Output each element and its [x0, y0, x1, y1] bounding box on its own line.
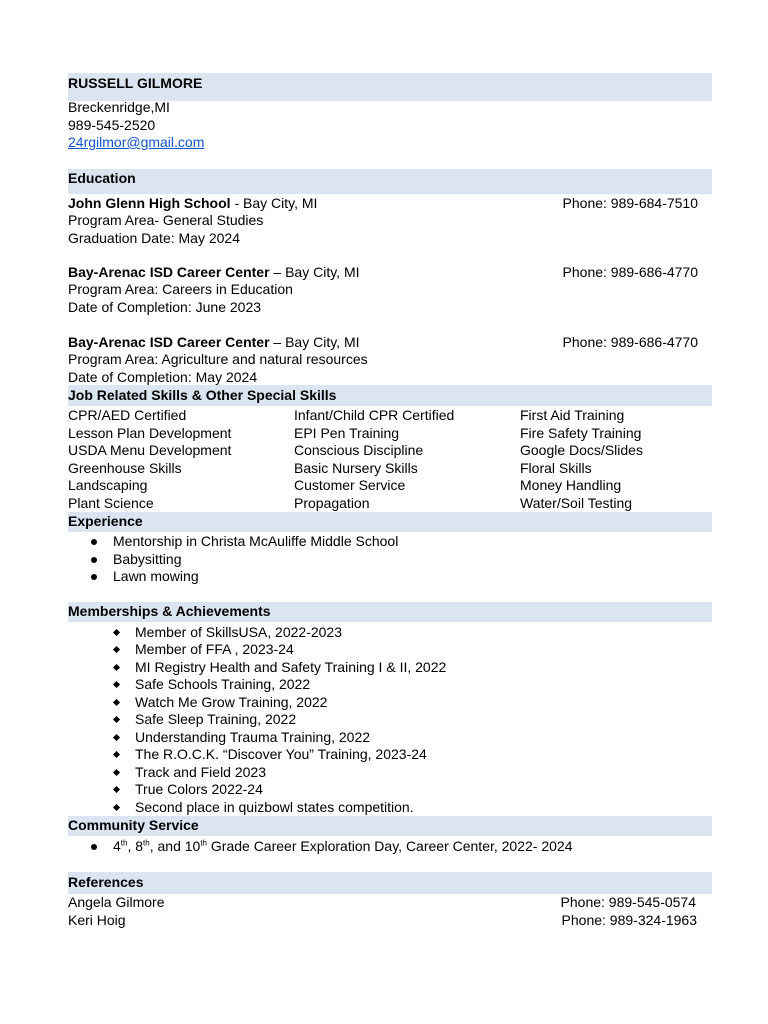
bullet-icon: [91, 539, 97, 545]
bullet-icon: [91, 844, 97, 850]
skill-item: Google Docs/Slides: [520, 442, 643, 459]
membership-item: Understanding Trauma Training, 2022: [135, 729, 371, 745]
skill-item: Infant/Child CPR Certified: [294, 407, 455, 423]
school-place: - Bay City, MI: [230, 195, 318, 211]
skill-item: EPI Pen Training: [294, 424, 400, 441]
date-line: Date of Completion: June 2023: [68, 299, 262, 315]
membership-item: Watch Me Grow Training, 2022: [135, 694, 328, 710]
memberships-heading: Memberships & Achievements: [68, 603, 271, 619]
date-line: Graduation Date: May 2024: [68, 230, 240, 246]
membership-item: MI Registry Health and Safety Training I & II, 2022: [135, 659, 447, 675]
school-name: Bay-Arenac ISD Career Center: [68, 334, 270, 350]
education-band: [68, 169, 712, 194]
diamond-bullet-icon: [113, 786, 120, 793]
membership-item: Second place in quizbowl states competition.: [135, 799, 414, 815]
skill-item: Floral Skills: [520, 459, 592, 476]
skill-item: Customer Service: [294, 477, 406, 494]
reference-name: Keri Hoig: [68, 912, 126, 928]
school-place: – Bay City, MI: [269, 264, 360, 280]
diamond-bullet-icon: [113, 751, 120, 758]
membership-item: Safe Schools Training, 2022: [135, 676, 311, 692]
school-name: Bay-Arenac ISD Career Center: [68, 264, 270, 280]
bullet-icon: [91, 574, 97, 580]
skill-item: Money Handling: [520, 477, 622, 494]
diamond-bullet-icon: [113, 699, 120, 706]
school-phone: Phone: 989-684-7510: [562, 195, 698, 211]
skill-item: Fire Safety Training: [520, 424, 642, 441]
skill-item: Basic Nursery Skills: [294, 459, 418, 476]
diamond-bullet-icon: [113, 716, 120, 723]
skill-item: First Aid Training: [520, 407, 625, 423]
school-phone: Phone: 989-686-4770: [562, 264, 698, 280]
program-area: Program Area: Agriculture and natural resources: [68, 351, 368, 367]
reference-phone: Phone: 989-545-0574: [560, 894, 696, 910]
membership-item: The R.O.C.K. “Discover You” Training, 2023-24: [135, 746, 427, 762]
phone: 989-545-2520: [68, 117, 156, 133]
diamond-bullet-icon: [113, 804, 120, 811]
experience-band: [68, 512, 712, 532]
membership-item: True Colors 2022-24: [135, 781, 263, 797]
experience-item: Lawn mowing: [113, 568, 199, 584]
school-place: – Bay City, MI: [269, 334, 360, 350]
skill-item: CPR/AED Certified: [68, 407, 187, 423]
program-area: Program Area: Careers in Education: [68, 281, 293, 297]
skills-heading: Job Related Skills & Other Special Skills: [68, 387, 337, 403]
school-name: John Glenn High School: [68, 195, 231, 211]
community-item: 4th, 8th, and 10th Grade Career Exploration Day, Career Center, 2022- 2024: [113, 838, 573, 854]
skill-item: Propagation: [294, 494, 370, 511]
references-band: [68, 872, 712, 894]
location: Breckenridge,MI: [68, 99, 170, 115]
diamond-bullet-icon: [113, 664, 120, 671]
experience-item: Babysitting: [113, 551, 182, 567]
references-heading: References: [68, 874, 144, 890]
skill-item: Plant Science: [68, 494, 154, 511]
skill-item: USDA Menu Development: [68, 442, 232, 459]
diamond-bullet-icon: [113, 734, 120, 741]
diamond-bullet-icon: [113, 769, 120, 776]
email-link[interactable]: 24rgilmor@gmail.com: [68, 134, 205, 150]
school-phone: Phone: 989-686-4770: [562, 334, 698, 350]
diamond-bullet-icon: [113, 681, 120, 688]
reference-phone: Phone: 989-324-1963: [561, 912, 697, 928]
reference-name: Angela Gilmore: [68, 894, 165, 910]
bullet-icon: [91, 557, 97, 563]
program-area: Program Area- General Studies: [68, 212, 264, 228]
date-line: Date of Completion: May 2024: [68, 369, 258, 385]
skill-item: Conscious Discipline: [294, 442, 424, 459]
diamond-bullet-icon: [113, 646, 120, 653]
skill-item: Lesson Plan Development: [68, 424, 232, 441]
skill-item: Greenhouse Skills: [68, 459, 182, 476]
experience-heading: Experience: [68, 513, 143, 529]
candidate-name: RUSSELL GILMORE: [68, 75, 203, 91]
membership-item: Member of FFA , 2023-24: [135, 641, 294, 657]
membership-item: Member of SkillsUSA, 2022-2023: [135, 624, 342, 640]
membership-item: Track and Field 2023: [135, 764, 266, 780]
skill-item: Water/Soil Testing: [520, 494, 633, 511]
membership-item: Safe Sleep Training, 2022: [135, 711, 297, 727]
diamond-bullet-icon: [113, 629, 120, 636]
experience-item: Mentorship in Christa McAuliffe Middle School: [113, 533, 399, 549]
skill-item: Landscaping: [68, 477, 148, 494]
community-heading: Community Service: [68, 817, 199, 833]
education-heading: Education: [68, 170, 136, 186]
